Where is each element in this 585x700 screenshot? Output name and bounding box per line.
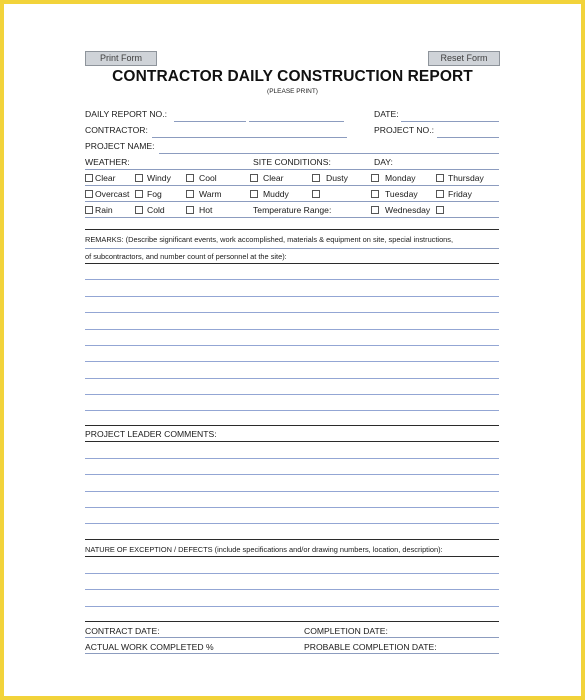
weather-windy-checkbox[interactable] [135, 174, 143, 182]
weather-hot-checkbox[interactable] [186, 206, 194, 214]
comments-line[interactable] [85, 523, 499, 524]
comments-line[interactable] [85, 474, 499, 475]
comments-line[interactable] [85, 491, 499, 492]
comments-line[interactable] [85, 458, 499, 459]
day-friday-label: Friday [448, 189, 472, 199]
form-page [4, 4, 581, 696]
date-field[interactable] [401, 121, 499, 122]
day-monday-checkbox[interactable] [371, 174, 379, 182]
weather-overcast-checkbox[interactable] [85, 190, 93, 198]
day-label: DAY: [374, 157, 393, 167]
day-tuesday-label: Tuesday [385, 189, 418, 199]
remarks-line[interactable] [85, 378, 499, 379]
day-wednesday-checkbox[interactable] [371, 206, 379, 214]
weather-label: WEATHER: [85, 157, 130, 167]
day-wednesday-label: Wednesday [385, 205, 431, 215]
actual-work-completed-label: ACTUAL WORK COMPLETED % [85, 642, 214, 652]
weather-clear-label: Clear [95, 173, 116, 183]
weather-cool-checkbox[interactable] [186, 174, 194, 182]
comments-divider [85, 441, 499, 442]
divider [85, 653, 499, 654]
site-muddy-label: Muddy [263, 189, 289, 199]
divider [85, 217, 499, 218]
day-thursday-label: Thursday [448, 173, 484, 183]
divider [85, 201, 499, 202]
site-other-checkbox[interactable] [312, 190, 320, 198]
print-form-button[interactable]: Print Form [85, 51, 157, 66]
probable-completion-date-label: PROBABLE COMPLETION DATE: [304, 642, 437, 652]
day-other-checkbox[interactable] [436, 206, 444, 214]
exceptions-section-border [85, 539, 499, 540]
weather-fog-checkbox[interactable] [135, 190, 143, 198]
remarks-line[interactable] [85, 345, 499, 346]
day-monday-label: Monday [385, 173, 416, 183]
day-thursday-checkbox[interactable] [436, 174, 444, 182]
project-leader-comments-label: PROJECT LEADER COMMENTS: [85, 429, 217, 439]
weather-warm-label: Warm [199, 189, 222, 199]
weather-overcast-label: Overcast [95, 189, 130, 199]
form-title: CONTRACTOR DAILY CONSTRUCTION REPORT [112, 68, 473, 85]
form-subtitle: (PLEASE PRINT) [267, 88, 318, 95]
weather-fog-label: Fog [147, 189, 162, 199]
weather-clear-checkbox[interactable] [85, 174, 93, 182]
divider [85, 637, 499, 638]
exceptions-line[interactable] [85, 589, 499, 590]
weather-warm-checkbox[interactable] [186, 190, 194, 198]
temperature-range-label: Temperature Range: [253, 205, 332, 215]
footer-border [85, 621, 499, 622]
project-name-field[interactable] [159, 153, 499, 154]
comments-section-border [85, 425, 499, 426]
day-tuesday-checkbox[interactable] [371, 190, 379, 198]
weather-cool-label: Cool [199, 173, 217, 183]
divider [85, 248, 499, 249]
daily-report-no-label: DAILY REPORT NO.: [85, 109, 167, 119]
contract-date-label: CONTRACT DATE: [85, 626, 160, 636]
contractor-label: CONTRACTOR: [85, 125, 148, 135]
divider [85, 169, 499, 170]
remarks-line[interactable] [85, 312, 499, 313]
remarks-divider [85, 263, 499, 264]
remarks-line[interactable] [85, 361, 499, 362]
daily-report-no-field[interactable] [174, 121, 246, 122]
exceptions-divider [85, 556, 499, 557]
date-label: DATE: [374, 109, 399, 119]
remarks-line[interactable] [85, 394, 499, 395]
remarks-section-border [85, 229, 499, 230]
remarks-line[interactable] [85, 279, 499, 280]
remarks-label: REMARKS: (Describe significant events, work accomplished, materials & equipment on site, special instructions, [85, 235, 454, 244]
exceptions-label: NATURE OF EXCEPTION / DEFECTS (include specifications and/or drawing numbers, location, description): [85, 545, 443, 554]
weather-rain-checkbox[interactable] [85, 206, 93, 214]
weather-cold-checkbox[interactable] [135, 206, 143, 214]
exceptions-line[interactable] [85, 573, 499, 574]
completion-date-label: COMPLETION DATE: [304, 626, 388, 636]
site-conditions-label: SITE CONDITIONS: [253, 157, 331, 167]
weather-rain-label: Rain [95, 205, 113, 215]
day-friday-checkbox[interactable] [436, 190, 444, 198]
project-name-label: PROJECT NAME: [85, 141, 155, 151]
daily-report-no-field-2[interactable] [249, 121, 344, 122]
weather-windy-label: Windy [147, 173, 171, 183]
weather-hot-label: Hot [199, 205, 213, 215]
remarks-label-2: of subcontractors, and number count of personnel at the site): [85, 252, 287, 261]
reset-form-button[interactable]: Reset Form [428, 51, 500, 66]
project-no-label: PROJECT NO.: [374, 125, 435, 135]
exceptions-line[interactable] [85, 606, 499, 607]
project-no-field[interactable] [437, 137, 499, 138]
remarks-line[interactable] [85, 296, 499, 297]
site-clear-checkbox[interactable] [250, 174, 258, 182]
remarks-line[interactable] [85, 329, 499, 330]
site-dusty-checkbox[interactable] [312, 174, 320, 182]
site-dusty-label: Dusty [326, 173, 348, 183]
site-clear-label: Clear [263, 173, 284, 183]
contractor-field[interactable] [152, 137, 347, 138]
remarks-line[interactable] [85, 410, 499, 411]
comments-line[interactable] [85, 507, 499, 508]
site-muddy-checkbox[interactable] [250, 190, 258, 198]
divider [85, 185, 499, 186]
weather-cold-label: Cold [147, 205, 165, 215]
